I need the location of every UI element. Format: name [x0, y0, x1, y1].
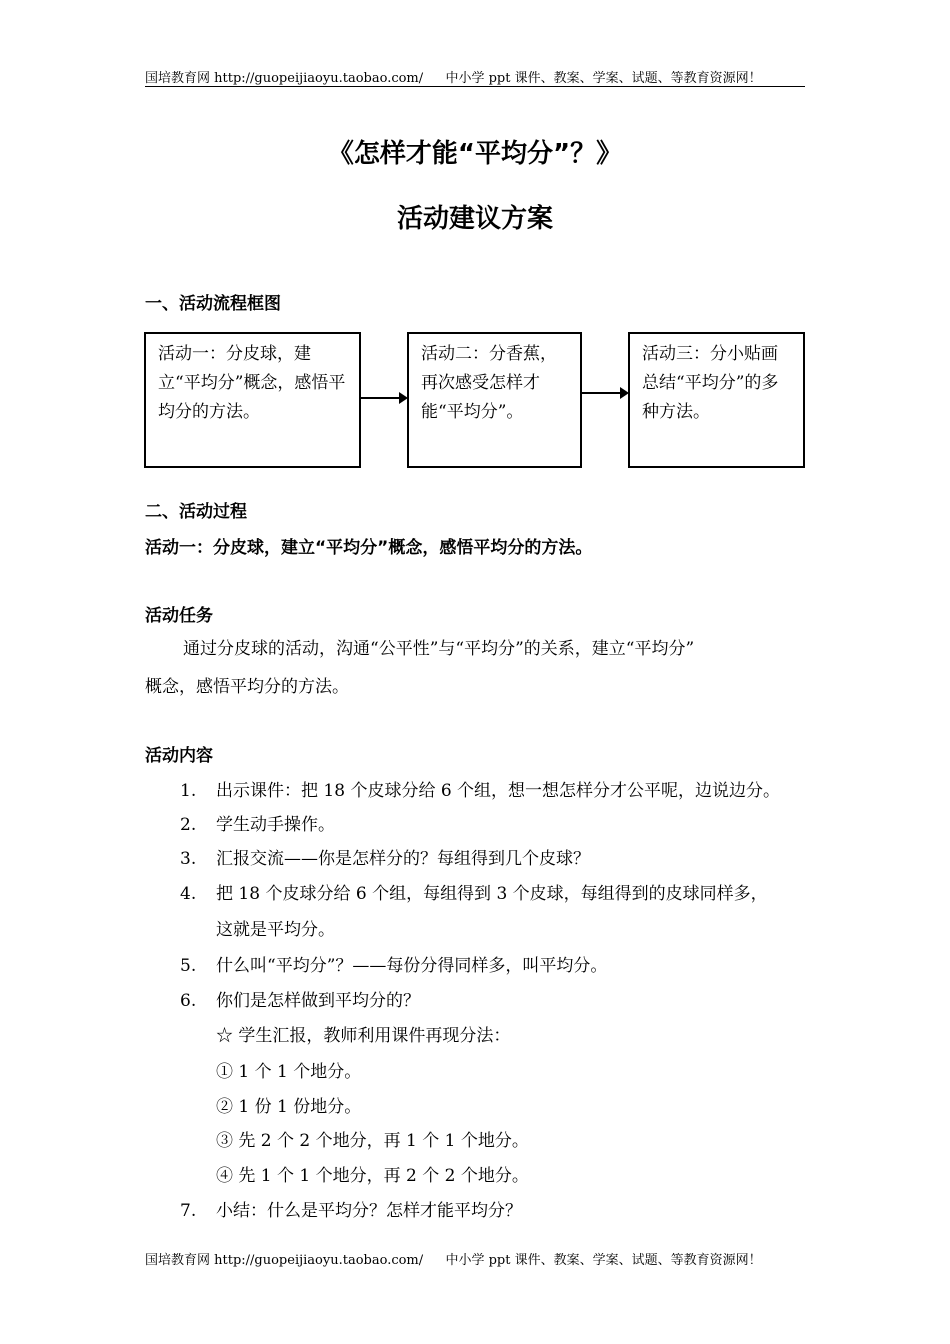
page-footer [145, 1249, 762, 1268]
list-item: 1. 出示课件：把 18 个皮球分给 6 个组，想一想怎样分才公平呢，边说边分。 [180, 781, 781, 801]
star-note: ☆ 学生汇报，教师利用课件再现分法： [216, 1026, 511, 1046]
list-item: 4. 把 18 个皮球分给 6 个组，每组得到 3 个皮球，每组得到的皮球同样多， [180, 884, 768, 904]
list-item: 6. 你们是怎样做到平均分的？ [180, 991, 420, 1011]
section1-heading: 一、活动流程框图 [145, 294, 281, 314]
doc-subtitle: 活动建议方案 [396, 204, 553, 234]
sub-item: ② 1 份 1 份地分。 [216, 1097, 362, 1117]
doc-title: 《怎样才能“平均分”？》 [327, 139, 623, 169]
flow-arrow-icon [582, 392, 627, 394]
list-item: 5. 什么叫“平均分”？——每份分得同样多，叫平均分。 [180, 956, 608, 976]
header-tagline: 中小学 ppt 课件、教案、学案、试题、等教育资源网！ [445, 71, 762, 86]
list-item: 2. 学生动手操作。 [180, 815, 335, 835]
sub-item: ④ 先 1 个 1 个地分，再 2 个 2 个地分。 [216, 1166, 529, 1186]
list-item-continuation: 这就是平均分。 [216, 920, 335, 940]
activity1-heading: 活动一：分皮球，建立“平均分”概念，感悟平均分的方法。 [145, 538, 593, 558]
task-heading: 活动任务 [145, 606, 213, 626]
sub-item: ③ 先 2 个 2 个地分，再 1 个 1 个地分。 [216, 1131, 529, 1151]
footer-tagline: 中小学 ppt 课件、教案、学案、试题、等教育资源网！ [445, 1253, 762, 1268]
page-header [145, 67, 762, 86]
section2-heading: 二、活动过程 [145, 502, 247, 522]
list-item: 7. 小结：什么是平均分？怎样才能平均分？ [180, 1201, 522, 1221]
header-site: 国培教育网 http://guopeijiaoyu.taobao.com/ [145, 71, 424, 86]
header-rule [145, 86, 805, 87]
task-text-line1: 通过分皮球的活动，沟通“公平性”与“平均分”的关系，建立“平均分” [183, 639, 695, 659]
list-item: 3. 汇报交流——你是怎样分的？每组得到几个皮球？ [180, 849, 590, 869]
sub-item: ① 1 个 1 个地分。 [216, 1062, 362, 1082]
flow-box-2: 活动二：分香蕉，再次感受怎样才能“平均分”。 [407, 332, 582, 468]
flow-box-3: 活动三：分小贴画总结“平均分”的多种方法。 [628, 332, 805, 468]
task-text-line2: 概念，感悟平均分的方法。 [145, 677, 349, 697]
flow-box-1: 活动一：分皮球，建立“平均分”概念，感悟平均分的方法。 [144, 332, 361, 468]
flow-arrow-icon [361, 397, 406, 399]
footer-site: 国培教育网 http://guopeijiaoyu.taobao.com/ [145, 1253, 424, 1268]
content-heading: 活动内容 [145, 746, 213, 766]
